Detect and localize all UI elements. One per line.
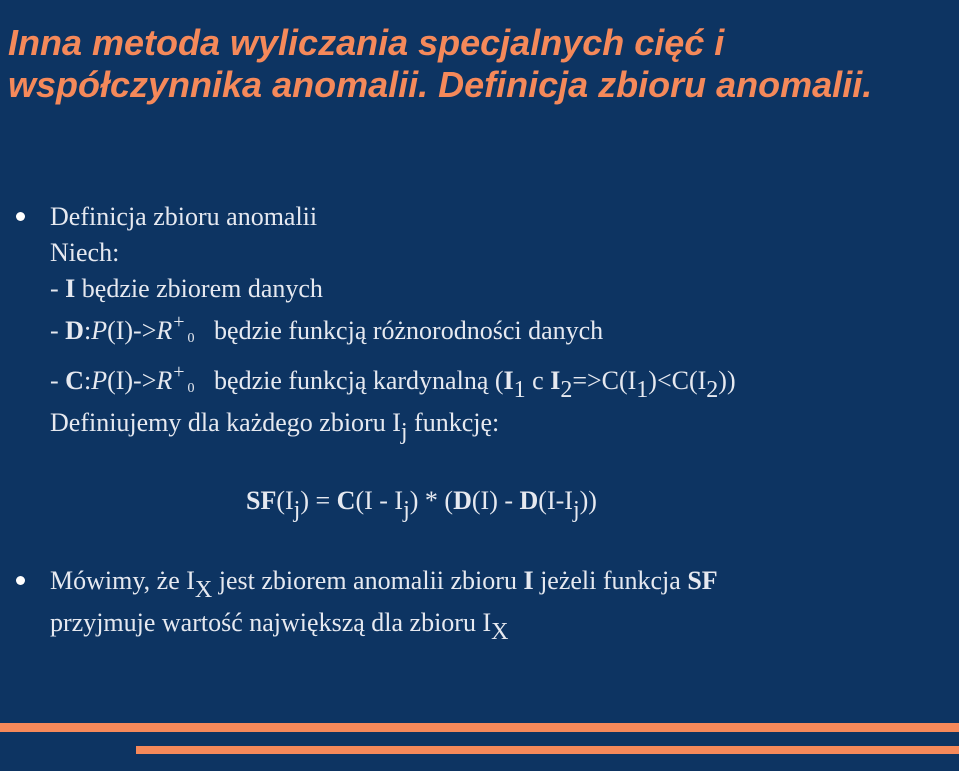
- sf-symbol: SF: [246, 486, 277, 515]
- subset-c: c: [525, 366, 551, 395]
- let-line: Niech:: [50, 238, 120, 267]
- anomaly-text-c: jeżeli funkcja: [533, 566, 688, 595]
- formula-part: )): [579, 486, 597, 515]
- definition-heading: Definicja zbioru anomalii: [50, 202, 318, 231]
- sf-symbol: SF: [687, 566, 718, 595]
- max-value-text: przyjmuje wartość największą dla zbioru I: [50, 608, 492, 637]
- power-set-P: P: [91, 366, 108, 395]
- power-set-P: P: [91, 316, 108, 345]
- data-set-text: będzie zbiorem danych: [75, 274, 323, 303]
- mapping-arg: (I)->: [107, 366, 157, 395]
- d-symbol: D: [453, 486, 472, 515]
- formula-part: ) * (: [409, 486, 454, 515]
- colon: :: [83, 366, 92, 395]
- define-text-end: funkcję:: [407, 408, 500, 437]
- subscript-j: j: [572, 497, 580, 523]
- formula-part: ) =: [300, 486, 337, 515]
- subscript-2: 2: [560, 377, 573, 403]
- formula-part: (I) -: [471, 486, 520, 515]
- dash: -: [50, 366, 66, 395]
- set-I1: I: [503, 366, 514, 395]
- bullet-icon: [16, 212, 25, 221]
- define-function-line: [50, 408, 500, 445]
- less-than: )<C(I: [648, 366, 707, 395]
- c-symbol: C: [336, 486, 356, 515]
- reals-R: R: [156, 366, 173, 395]
- d-symbol: D: [519, 486, 539, 515]
- plus-superscript: +: [173, 311, 185, 333]
- closing-parens: )): [718, 366, 736, 395]
- zero-subscript: 0: [187, 331, 195, 346]
- set-I2: I: [550, 366, 561, 395]
- anomaly-text-a: Mówimy, że I: [50, 566, 195, 595]
- subscript-1b: 1: [636, 377, 649, 403]
- subscript-2b: 2: [706, 377, 719, 403]
- zero-subscript: 0: [187, 381, 195, 396]
- slide-title: Inna metoda wyliczania specjalnych cięć i współczynnika anomalii. Definicja zbioru anomalii.: [8, 22, 873, 105]
- subscript-j: j: [293, 497, 301, 523]
- dash: -: [50, 274, 66, 303]
- subscript-1: 1: [513, 377, 526, 403]
- sf-formula: [246, 486, 597, 523]
- subscript-j: j: [403, 497, 410, 523]
- anomaly-set-line: [50, 566, 718, 603]
- dash: -: [50, 316, 66, 345]
- function-D: D: [65, 316, 84, 345]
- decorative-bar-top: [0, 723, 959, 732]
- diversity-function-text: będzie funkcją różnorodności danych: [214, 316, 604, 345]
- data-set-line: [50, 274, 323, 304]
- anomaly-text-b: jest zbiorem anomalii zbioru: [212, 566, 524, 595]
- implication: =>C(I: [572, 366, 637, 395]
- decorative-bar-bottom: [136, 746, 959, 754]
- set-I: I: [523, 566, 534, 595]
- bullet-icon: [16, 576, 25, 585]
- subscript-x: X: [194, 577, 213, 603]
- define-text: Definiujemy dla każdego zbioru I: [50, 408, 401, 437]
- formula-part: (I-I: [538, 486, 573, 515]
- set-I: I: [65, 274, 76, 303]
- function-C: C: [65, 366, 84, 395]
- formula-part: (I - I: [355, 486, 404, 515]
- plus-superscript: +: [173, 361, 185, 383]
- cardinal-function-text: będzie funkcją kardynalną (: [214, 366, 504, 395]
- mapping-arg: (I)->: [107, 316, 157, 345]
- subscript-x: X: [491, 619, 509, 645]
- diversity-function-line: [50, 311, 604, 351]
- anomaly-set-line-2: [50, 608, 509, 645]
- colon: :: [83, 316, 92, 345]
- formula-part: (I: [276, 486, 294, 515]
- reals-R: R: [156, 316, 173, 345]
- cardinal-function-line: [50, 361, 736, 403]
- subscript-j: j: [400, 419, 408, 445]
